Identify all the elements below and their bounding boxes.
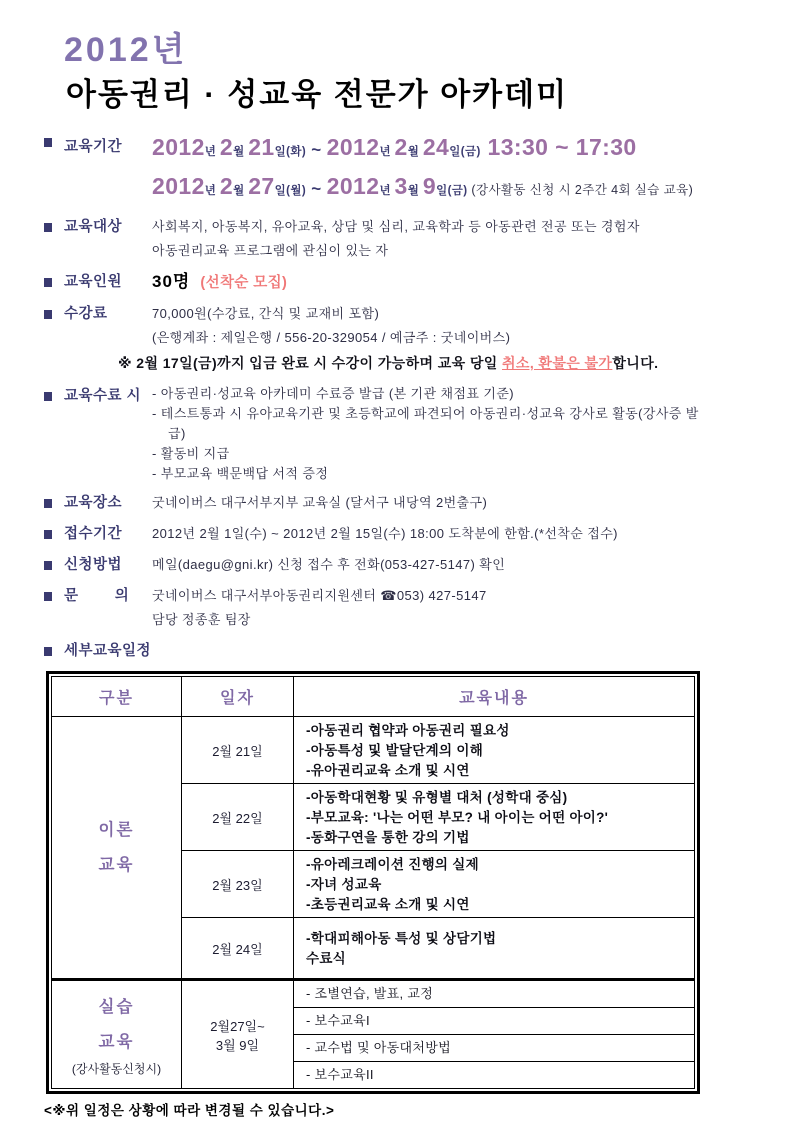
fee-bank-account: (은행계좌 : 제일은행 / 556-20-329054 / 예금주 : 굿네이버스) <box>152 330 511 345</box>
practice-date-line: 2월27일~ <box>210 1018 265 1034</box>
category-cell-practice <box>52 980 182 1089</box>
capacity-body <box>152 270 750 295</box>
square-bullet-icon <box>44 530 52 539</box>
square-bullet-icon <box>44 223 52 232</box>
page-title: 아동권리 · 성교육 전문가 아카데미 <box>66 77 569 112</box>
content-line: -초등권리교육 소개 및 시연 <box>306 896 470 912</box>
column-header-contents: 교육내용 <box>294 677 695 717</box>
content-line: -동화구연을 통한 강의 기법 <box>306 829 470 845</box>
application-method-body <box>152 553 750 577</box>
content-line: -유아레크레이션 진행의 실제 <box>306 856 479 872</box>
contents-cell <box>294 851 695 918</box>
category-practice-note: (강사활동신청시) <box>71 1061 162 1076</box>
content-line: -아동권리 협약과 아동권리 필요성 <box>306 722 510 738</box>
target-line-2: 아동권리교육 프로그램에 관심이 있는 자 <box>152 243 389 258</box>
square-bullet-icon <box>44 278 52 287</box>
section-completion-benefits <box>44 384 750 484</box>
contents-cell <box>294 918 695 980</box>
completion-body <box>152 384 750 484</box>
category-cell-theory <box>52 717 182 980</box>
completion-item: - 아동권리·성교육 아카데미 수료증 발급 (본 기관 채점표 기준) <box>152 386 515 401</box>
section-schedule-heading <box>44 639 750 663</box>
title-year: 2012년 <box>64 31 188 69</box>
section-capacity <box>44 270 750 295</box>
content-line: -아동학대현황 및 유형별 대처 (성학대 중심) <box>306 789 568 805</box>
square-bullet-icon <box>44 392 52 401</box>
category-theory-line: 이론 <box>98 820 135 839</box>
section-application-method <box>44 553 750 577</box>
section-contact <box>44 584 750 632</box>
content-line: -자녀 성교육 <box>306 876 382 892</box>
content-line: -아동특성 및 발달단계의 이해 <box>306 742 484 758</box>
date-cell-practice <box>182 980 294 1089</box>
column-header-category: 구분 <box>52 677 182 717</box>
category-practice-line: 실습 <box>98 998 135 1017</box>
contents-cell <box>294 784 695 851</box>
table-row <box>52 717 695 784</box>
completion-item: - 테스트통과 시 유아교육기관 및 초등학교에 파견되어 아동권리·성교육 강사로 활동(강사증 발급) <box>152 406 699 441</box>
square-bullet-icon <box>44 592 52 601</box>
application-period-text: 2012년 2월 1일(수) ~ 2012년 2월 15일(수) 18:00 도착분에 한함.(*선착순 접수) <box>152 526 618 541</box>
venue-body <box>152 491 750 515</box>
section-label-fee: 수강료 <box>64 306 108 322</box>
application-period-body <box>152 522 750 546</box>
content-line: -부모교육: '나는 어떤 부모? 내 아이는 어떤 아이?' <box>306 809 609 825</box>
title-block <box>44 30 750 116</box>
contents-cell: - 교수법 및 아동대처방법 <box>294 1035 695 1062</box>
date-cell: 2월 23일 <box>182 851 294 918</box>
category-practice-line: 교육 <box>98 1032 135 1051</box>
section-application-period <box>44 522 750 546</box>
fee-amount: 70,000원(수강료, 간식 및 교재비 포함) <box>152 306 380 321</box>
schedule-header-row <box>52 677 695 717</box>
section-venue <box>44 491 750 515</box>
section-label-completion: 교육수료 시 <box>64 388 142 404</box>
practice-date-line: 3월 9일 <box>215 1037 260 1053</box>
square-bullet-icon <box>44 561 52 570</box>
contents-cell: - 보수교육I <box>294 1008 695 1035</box>
capacity-count: 30명 <box>152 272 191 291</box>
contact-body <box>152 584 750 632</box>
period-line-1: 2012년 2월 21일(화) ~ 2012년 2월 24일(금) 13:30 ~ 17:30 <box>152 134 637 160</box>
schedule-table-frame <box>46 671 700 1094</box>
section-label-capacity: 교육인원 <box>64 274 123 290</box>
completion-item: - 활동비 지급 <box>152 446 230 461</box>
target-body <box>152 215 750 263</box>
square-bullet-icon <box>44 647 52 656</box>
capacity-note: (선착순 모집) <box>200 275 288 291</box>
date-cell: 2월 21일 <box>182 717 294 784</box>
contents-cell: - 조별연습, 발표, 교정 <box>294 980 695 1008</box>
section-label-application-method: 신청방법 <box>64 557 123 573</box>
square-bullet-icon <box>44 138 52 147</box>
column-header-date: 일자 <box>182 677 294 717</box>
section-label-venue: 교육장소 <box>64 495 123 511</box>
contents-cell <box>294 717 695 784</box>
fee-body <box>118 302 750 377</box>
category-theory-line: 교육 <box>98 855 135 874</box>
section-label-contact: 문 의 <box>64 588 130 604</box>
venue-text: 굿네이버스 대구서부지부 교육실 (달서구 내당역 2번출구) <box>152 495 488 510</box>
section-target-audience <box>44 215 750 263</box>
content-line: -학대피해아동 특성 및 상담기법 <box>306 930 497 946</box>
contact-center-phone: 굿네이버스 대구서부아동권리지원센터 ☎053) 427-5147 <box>152 588 487 603</box>
table-row <box>52 980 695 1008</box>
contents-cell: - 보수교육II <box>294 1062 695 1089</box>
square-bullet-icon <box>44 310 52 319</box>
period-body <box>152 130 750 208</box>
section-label-application-period: 접수기간 <box>64 526 123 542</box>
period-line-2: 2012년 2월 27일(월) ~ 2012년 3월 9일(금) (강사활동 신청 시 2주간 4회 실습 교육) <box>152 173 694 199</box>
square-bullet-icon <box>44 499 52 508</box>
fee-refund-notice: ※ 2월 17일(금)까지 입금 완료 시 수강이 가능하며 교육 당일 취소, 환불은 불가합니다. <box>118 355 659 371</box>
schedule-footnote: <※위 일정은 상황에 따라 변경될 수 있습니다.> <box>44 1103 335 1118</box>
content-line: 수료식 <box>306 950 347 966</box>
section-label-target: 교육대상 <box>64 219 123 235</box>
date-cell: 2월 24일 <box>182 918 294 980</box>
target-line-1: 사회복지, 아동복지, 유아교육, 상담 및 심리, 교육학과 등 아동관련 전공 또는 경험자 <box>152 219 640 234</box>
application-method-text: 메일(daegu@gni.kr) 신청 접수 후 전화(053-427-5147) 확인 <box>152 557 506 572</box>
section-label-schedule: 세부교육일정 <box>64 643 152 659</box>
date-cell: 2월 22일 <box>182 784 294 851</box>
section-label-period: 교육기간 <box>64 139 123 155</box>
section-fee <box>44 302 750 377</box>
completion-item: - 부모교육 백문백답 서적 증정 <box>152 466 329 481</box>
contact-person: 담당 정종훈 팀장 <box>152 612 251 627</box>
schedule-table <box>51 676 695 1089</box>
section-education-period <box>44 130 750 208</box>
content-line: -유아권리교육 소개 및 시연 <box>306 762 470 778</box>
